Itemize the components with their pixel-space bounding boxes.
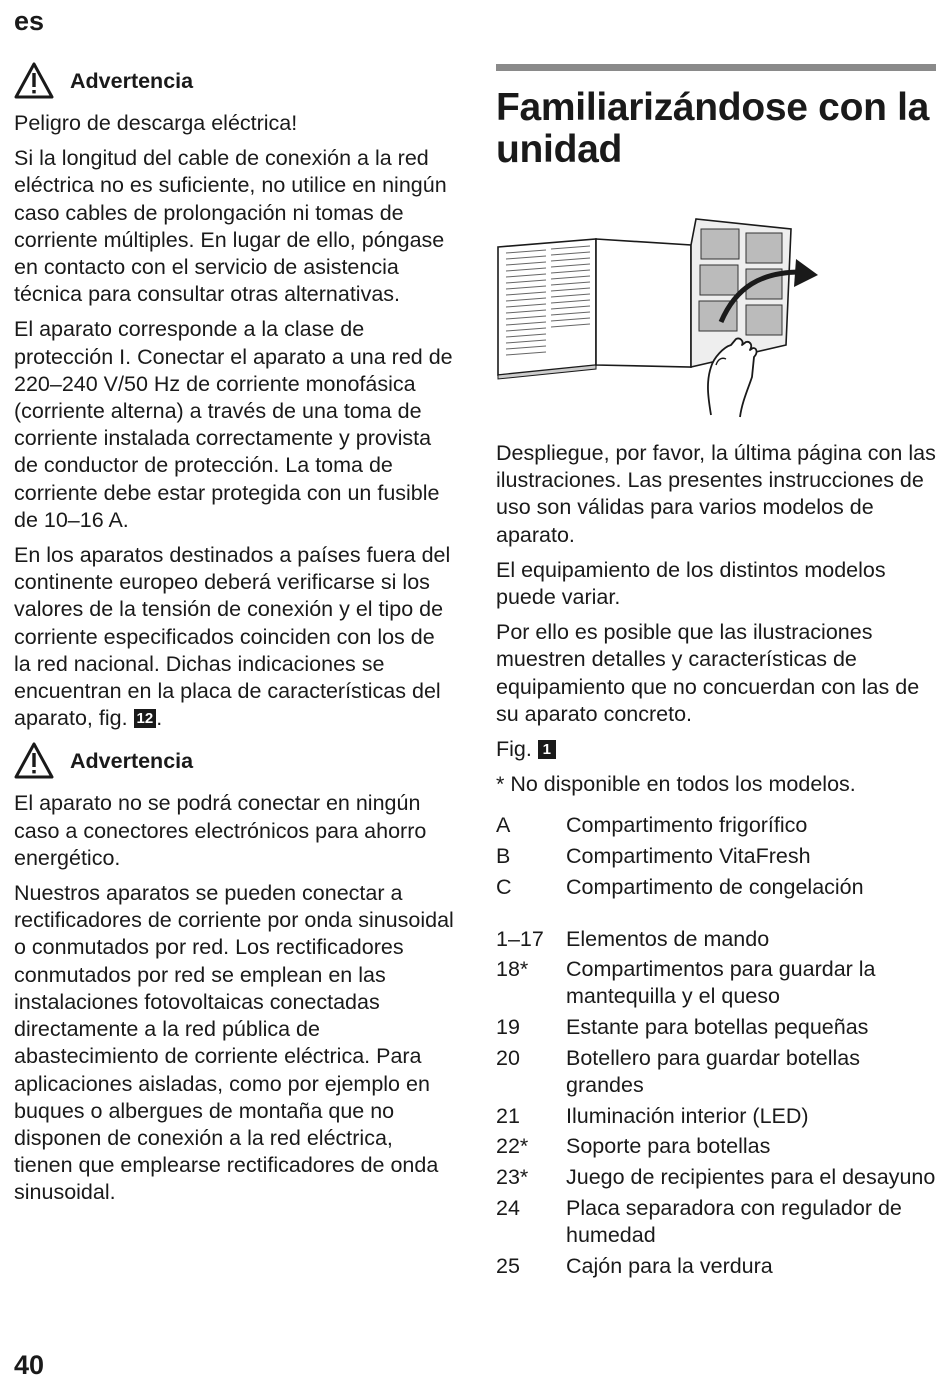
legend-row [496, 1195, 936, 1249]
legend-row [496, 812, 936, 839]
paragraph: Peligro de descarga eléctrica! [14, 111, 298, 135]
legend-key: C [496, 874, 512, 899]
legend-text: Compartimento de congelación [566, 874, 864, 899]
paragraph: El aparato no se podrá conectar en ningún caso a conectores electrónicos para ahorro energético. [14, 791, 427, 870]
section-title: Familiarizándose con la unidad [496, 86, 930, 171]
open-manual-illustration [496, 217, 826, 422]
legend-key: 25 [496, 1253, 520, 1278]
paragraph: Nuestros aparatos se pueden conectar a rectificadores de corriente por onda sinusoidal o conmutados por red. Los rectificadores conmutados por red se emplean en las instalaciones fotovoltaicas conectadas directamente a la red pública de abastecimiento de corriente eléctrica. Para aplicaciones aisladas, como por ejemplo en buques o albergues de montaña que no disponen de conexión a la red eléctrica, tienen que emplearse rectificadores de onda sinusoidal. [14, 881, 454, 1205]
legend-row [496, 1133, 936, 1160]
legend-row [496, 1103, 936, 1130]
warning-title: Advertencia [70, 748, 194, 773]
legend-row [496, 874, 936, 901]
legend-text: Elementos de mando [566, 926, 770, 951]
legend-key: 19 [496, 1015, 520, 1040]
legend-text: Estante para botellas pequeñas [566, 1015, 869, 1040]
figure-label: Fig. [496, 737, 532, 762]
legend-key: 1–17 [496, 926, 544, 951]
legend-text: Juego de recipientes para el desayuno [566, 1165, 936, 1190]
legend-row [496, 1253, 936, 1280]
legend-key: 18* [496, 957, 529, 982]
legend-text: Placa separadora con regulador de humedad [566, 1195, 902, 1248]
legend-key: B [496, 844, 511, 869]
legend-text: Compartimento VitaFresh [566, 844, 811, 869]
legend-text: Compartimento frigorífico [566, 813, 808, 838]
legend-text: Iluminación interior (LED) [566, 1103, 809, 1128]
legend-key: 24 [496, 1195, 520, 1220]
paragraph-text: En los aparatos destinados a países fuera del continente europeo deberá verificarse si los valores de la tensión de conexión y el tipo de corriente especificados coinciden con los de la red nacional. Dichas indicaciones se encuentran en la placa de características del aparato, fig. [14, 543, 451, 731]
figure-line [496, 736, 936, 763]
legend-row [496, 1014, 936, 1041]
legend-text: Soporte para botellas [566, 1134, 771, 1159]
legend-key: 21 [496, 1103, 520, 1128]
warning-triangle-icon [14, 742, 54, 780]
legend-row [496, 843, 936, 870]
warning-triangle-icon [14, 62, 54, 100]
punctuation: . [156, 706, 163, 731]
paragraph: El equipamiento de los distintos modelos puede variar. [496, 557, 886, 610]
paragraph: El aparato corresponde a la clase de protección I. Conectar el aparato a una red de 220–240 V/50 Hz de corriente monofásica (corriente alterna) a través de una toma de corriente instalada correctamente y provista de conductor de protección. La toma de corriente debe estar protegida con un fusible de 10–16 A. [14, 317, 453, 532]
paragraph [14, 542, 454, 732]
legend-text: Cajón para la verdura [566, 1253, 773, 1278]
legend-row [496, 1164, 936, 1191]
paragraph: Despliegue, por favor, la última página con las ilustraciones. Las presentes instrucciones de uso son válidas para varios modelos de aparato. [496, 441, 936, 547]
legend-row [496, 926, 936, 953]
language-code: es [14, 6, 45, 36]
page-number: 40 [14, 1350, 45, 1380]
right-column [496, 64, 936, 1283]
paragraph: Por ello es posible que las ilustraciones muestren detalles y características de equipamiento que no concuerdan con las de su aparato concreto. [496, 620, 920, 726]
section-rule [496, 64, 936, 71]
warning-heading [14, 740, 454, 782]
warning-title: Advertencia [70, 68, 194, 93]
item-legend [496, 926, 936, 1280]
paragraph: Si la longitud del cable de conexión a la red eléctrica no es suficiente, no utilice en ningún caso cables de prolongación ni tomas de corriente múltiples. En lugar de ello, póngase en contacto con el servicio de asistencia técnica para consultar otras alternativas. [14, 146, 447, 307]
legend-text: Botellero para guardar botellas grandes [566, 1045, 861, 1098]
legend-key: 23* [496, 1165, 529, 1190]
figure-reference: 1 [538, 740, 556, 759]
left-column [14, 60, 454, 1215]
section-legend [496, 812, 936, 901]
legend-text: Compartimentos para guardar la mantequilla y el queso [566, 957, 876, 1009]
legend-key: 20 [496, 1045, 520, 1070]
warning-heading [14, 60, 454, 102]
legend-row [496, 1045, 936, 1099]
figure-reference: 12 [134, 709, 157, 728]
legend-key: A [496, 813, 511, 838]
legend-row [496, 956, 936, 1010]
legend-key: 22* [496, 1134, 529, 1159]
availability-note: * No disponible en todos los modelos. [496, 772, 856, 797]
